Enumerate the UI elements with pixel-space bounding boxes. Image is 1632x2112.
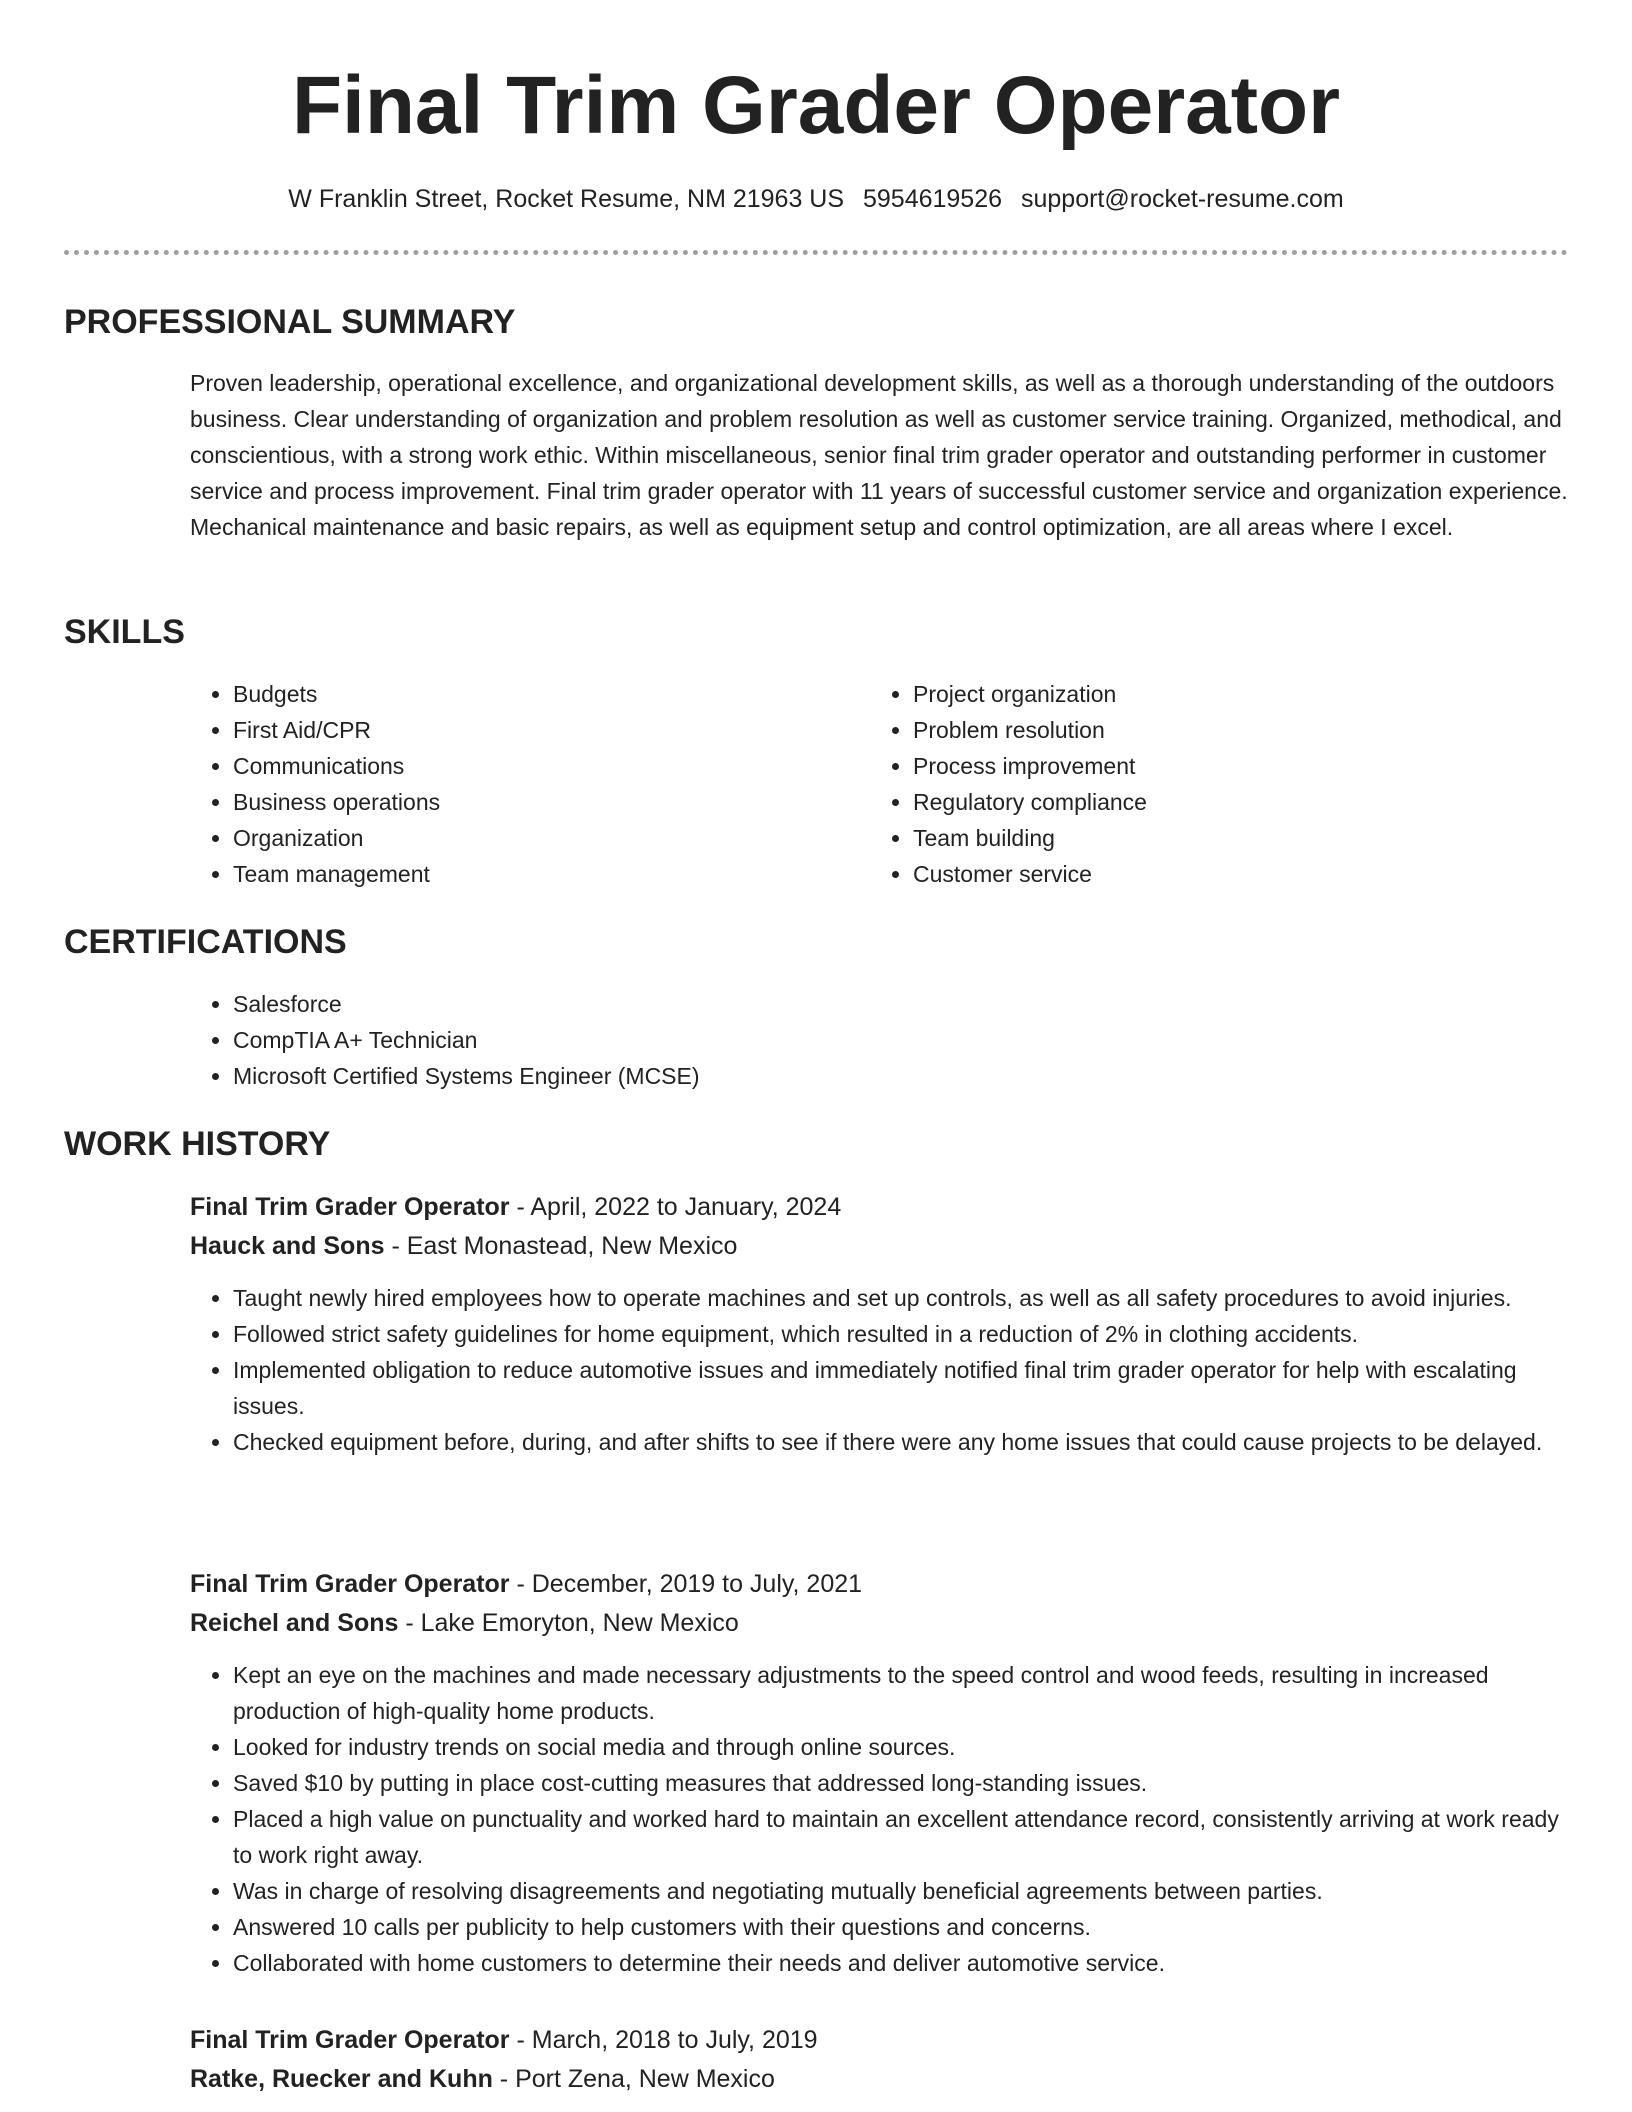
job-bullet: • Implemented obligation to reduce automotive issues and immediately notified final trim grader operator for help with escalating issues. xyxy=(233,1352,1570,1424)
job-role: Final Trim Grader Operator xyxy=(190,1193,510,1221)
job-title-line xyxy=(190,2021,1570,2060)
job-bullets xyxy=(190,1280,1570,1460)
skill-item: • Team building xyxy=(913,820,1550,856)
job-company: Reichel and Sons xyxy=(190,1609,399,1637)
summary-text: Proven leadership, operational excellence, and organizational development skills, as well as a thorough understanding of the outdoors business. Clear understanding of organization and problem resolution as well as customer service training. Organized, methodical, and conscientious, with a strong work ethic. Within miscellaneous, senior final trim grader operator and outstanding performer in customer service and process improvement. Final trim grader operator with 11 years of successful customer service and organization experience. Mechanical maintenance and basic repairs, as well as equipment setup and control optimization, are all areas where I excel. xyxy=(190,370,1568,540)
job-bullet: • Was in charge of resolving disagreements and negotiating mutually beneficial agreements between parties. xyxy=(233,1873,1570,1909)
candidate-name: Final Trim Grader Operator xyxy=(291,60,1341,151)
job-title-line xyxy=(190,1188,1570,1227)
job-bullet: • Checked equipment before, during, and after shifts to see if there were any home issues that could cause projects to be delayed. xyxy=(233,1424,1570,1460)
summary-section xyxy=(190,365,1570,545)
job-location: - Lake Emoryton, New Mexico xyxy=(398,1609,739,1637)
job-bullet: • Answered 10 calls per publicity to help customers with their questions and concerns. xyxy=(233,1909,1570,1945)
skills-list xyxy=(190,676,1570,892)
contact-email: support@rocket-resume.com xyxy=(1020,185,1344,213)
job-company: Ratke, Ruecker and Kuhn xyxy=(190,2065,493,2093)
job-company-line xyxy=(190,1604,1570,1643)
certifications-list xyxy=(190,986,1570,1094)
skill-item: • Customer service xyxy=(913,856,1550,892)
work-history-heading: WORK HISTORY xyxy=(64,1125,331,1163)
job-company-line xyxy=(190,2060,1570,2099)
skills-column-right xyxy=(870,676,1550,892)
job-bullet: • Followed strict safety guidelines for home equipment, which resulted in a reduction of 2% in clothing accidents. xyxy=(233,1316,1570,1352)
job-entry xyxy=(190,2021,1570,2099)
skill-item: • Budgets xyxy=(233,676,870,712)
certifications-heading: CERTIFICATIONS xyxy=(64,923,347,961)
job-dates: - April, 2022 to January, 2024 xyxy=(509,1193,842,1221)
header-divider xyxy=(64,250,1568,255)
contact-line xyxy=(0,181,1632,217)
job-bullet: • Taught newly hired employees how to operate machines and set up controls, as well as all safety procedures to avoid injuries. xyxy=(233,1280,1570,1316)
skills-heading: SKILLS xyxy=(64,613,185,651)
skill-item: • Organization xyxy=(233,820,870,856)
contact-address: W Franklin Street, Rocket Resume, NM 21963 US xyxy=(288,185,845,213)
skills-column-left xyxy=(190,676,870,892)
summary-heading: PROFESSIONAL SUMMARY xyxy=(64,303,516,341)
job-dates: - March, 2018 to July, 2019 xyxy=(509,2026,818,2054)
job-dates: - December, 2019 to July, 2021 xyxy=(509,1570,863,1598)
skill-item: • Business operations xyxy=(233,784,870,820)
skill-item: • Project organization xyxy=(913,676,1550,712)
job-bullet: • Looked for industry trends on social media and through online sources. xyxy=(233,1729,1570,1765)
skill-item: • Process improvement xyxy=(913,748,1550,784)
job-company-line xyxy=(190,1227,1570,1266)
job-bullet: • Kept an eye on the machines and made necessary adjustments to the speed control and wood feeds, resulting in increased production of high-quality home products. xyxy=(233,1657,1570,1729)
job-bullet: • Saved $10 by putting in place cost-cutting measures that addressed long-standing issues. xyxy=(233,1765,1570,1801)
job-title-line xyxy=(190,1565,1570,1604)
job-location: - Port Zena, New Mexico xyxy=(492,2065,775,2093)
job-bullet: • Placed a high value on punctuality and worked hard to maintain an excellent attendance record, consistently arriving at work ready to work right away. xyxy=(233,1801,1570,1873)
job-bullets xyxy=(190,1657,1570,1981)
certification-item: • Microsoft Certified Systems Engineer (MCSE) xyxy=(233,1058,1570,1094)
skill-item: • First Aid/CPR xyxy=(233,712,870,748)
job-entry xyxy=(190,1188,1570,1460)
skill-item: • Problem resolution xyxy=(913,712,1550,748)
skill-item: • Regulatory compliance xyxy=(913,784,1550,820)
skill-item: • Communications xyxy=(233,748,870,784)
job-entry xyxy=(190,1565,1570,1981)
certification-item: • Salesforce xyxy=(233,986,1570,1022)
job-role: Final Trim Grader Operator xyxy=(190,1570,510,1598)
certification-item: • CompTIA A+ Technician xyxy=(233,1022,1570,1058)
skill-item: • Team management xyxy=(233,856,870,892)
job-bullet: • Collaborated with home customers to determine their needs and deliver automotive service. xyxy=(233,1945,1570,1981)
job-role: Final Trim Grader Operator xyxy=(190,2026,510,2054)
job-company: Hauck and Sons xyxy=(190,1232,385,1260)
job-location: - East Monastead, New Mexico xyxy=(384,1232,738,1260)
contact-phone: 5954619526 xyxy=(862,185,1003,213)
